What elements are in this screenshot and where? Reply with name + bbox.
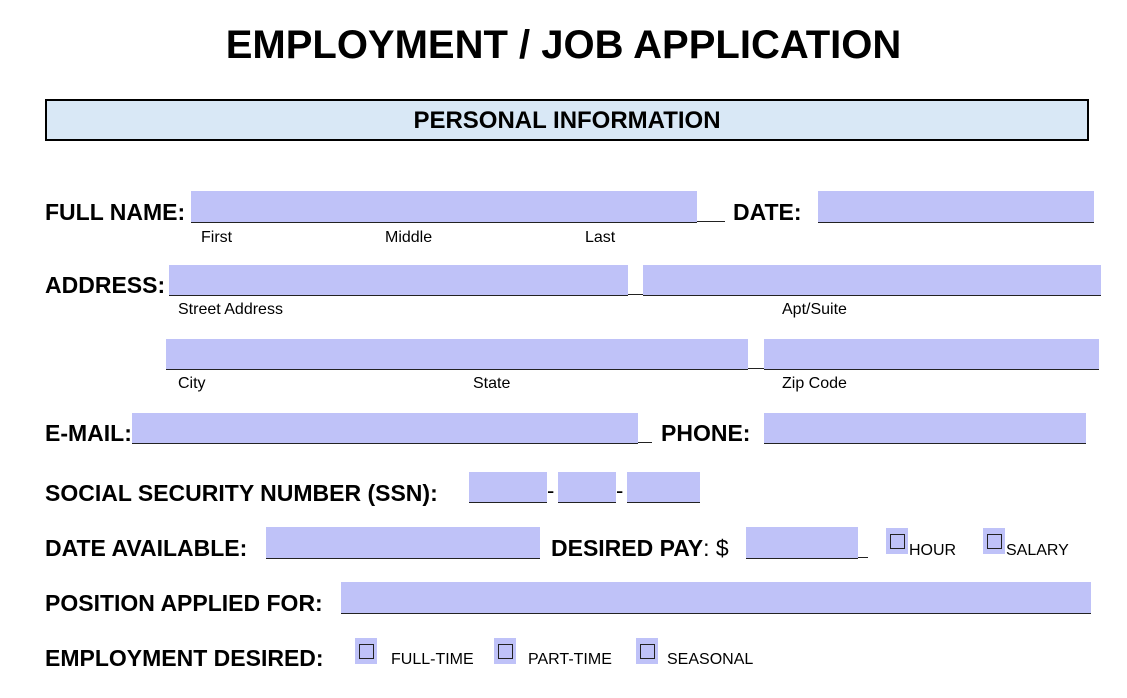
full-name-label: FULL NAME: (45, 199, 186, 225)
street-address-sublabel: Street Address (178, 301, 283, 318)
date-label: DATE: (733, 199, 802, 225)
ssn-label: SOCIAL SECURITY NUMBER (SSN): (45, 480, 438, 506)
part-time-option-label: PART-TIME (528, 651, 612, 668)
date-input[interactable] (818, 191, 1094, 223)
email-input[interactable] (132, 413, 638, 444)
phone-input[interactable] (764, 413, 1086, 444)
salary-checkbox[interactable] (983, 528, 1005, 554)
ssn-part1-input[interactable] (469, 472, 547, 503)
city-state-input[interactable] (166, 339, 748, 370)
address-label: ADDRESS: (45, 272, 166, 298)
address-gap-underline (628, 294, 643, 295)
zip-code-sublabel: Zip Code (782, 375, 847, 392)
email-label: E-MAIL: (45, 420, 132, 446)
checkbox-box-icon (498, 644, 513, 659)
first-sublabel: First (201, 229, 233, 246)
checkbox-box-icon (890, 534, 905, 549)
street-address-input[interactable] (169, 265, 628, 296)
ssn-part2-input[interactable] (558, 472, 616, 503)
state-sublabel: State (473, 375, 511, 392)
position-input[interactable] (341, 582, 1091, 614)
phone-label: PHONE: (661, 420, 751, 446)
desired-pay-label: DESIRED PAY (551, 535, 704, 561)
city-gap-underline (748, 368, 764, 369)
last-sublabel: Last (585, 229, 616, 246)
checkbox-box-icon (640, 644, 655, 659)
zip-code-input[interactable] (764, 339, 1099, 370)
position-label: POSITION APPLIED FOR: (45, 590, 323, 616)
seasonal-option-label: SEASONAL (667, 651, 754, 668)
desired-pay-input[interactable] (746, 527, 858, 559)
date-available-label: DATE AVAILABLE: (45, 535, 248, 561)
ssn-separator-2: - (616, 478, 624, 503)
desired-pay-underline (858, 557, 868, 558)
ssn-part3-input[interactable] (627, 472, 700, 503)
date-available-input[interactable] (266, 527, 540, 559)
city-sublabel: City (178, 375, 206, 392)
checkbox-box-icon (987, 534, 1002, 549)
part-time-checkbox[interactable] (494, 638, 516, 664)
hour-option-label: HOUR (909, 542, 957, 559)
page-title: EMPLOYMENT / JOB APPLICATION (225, 23, 902, 67)
email-underline (638, 442, 652, 443)
ssn-separator-1: - (547, 478, 555, 503)
seasonal-checkbox[interactable] (636, 638, 658, 664)
apt-suite-input[interactable] (643, 265, 1101, 296)
middle-sublabel: Middle (385, 229, 433, 246)
full-name-underline (697, 221, 725, 222)
full-name-input[interactable] (191, 191, 697, 223)
checkbox-box-icon (359, 644, 374, 659)
apt-suite-sublabel: Apt/Suite (782, 301, 847, 318)
desired-pay-currency: : $ (703, 535, 729, 561)
section-header-personal-information: PERSONAL INFORMATION (45, 99, 1089, 141)
employment-desired-label: EMPLOYMENT DESIRED: (45, 645, 324, 671)
desired-pay-label-group (551, 533, 729, 563)
hour-checkbox[interactable] (886, 528, 908, 554)
salary-option-label: SALARY (1006, 542, 1069, 559)
full-time-option-label: FULL-TIME (391, 651, 474, 668)
full-time-checkbox[interactable] (355, 638, 377, 664)
